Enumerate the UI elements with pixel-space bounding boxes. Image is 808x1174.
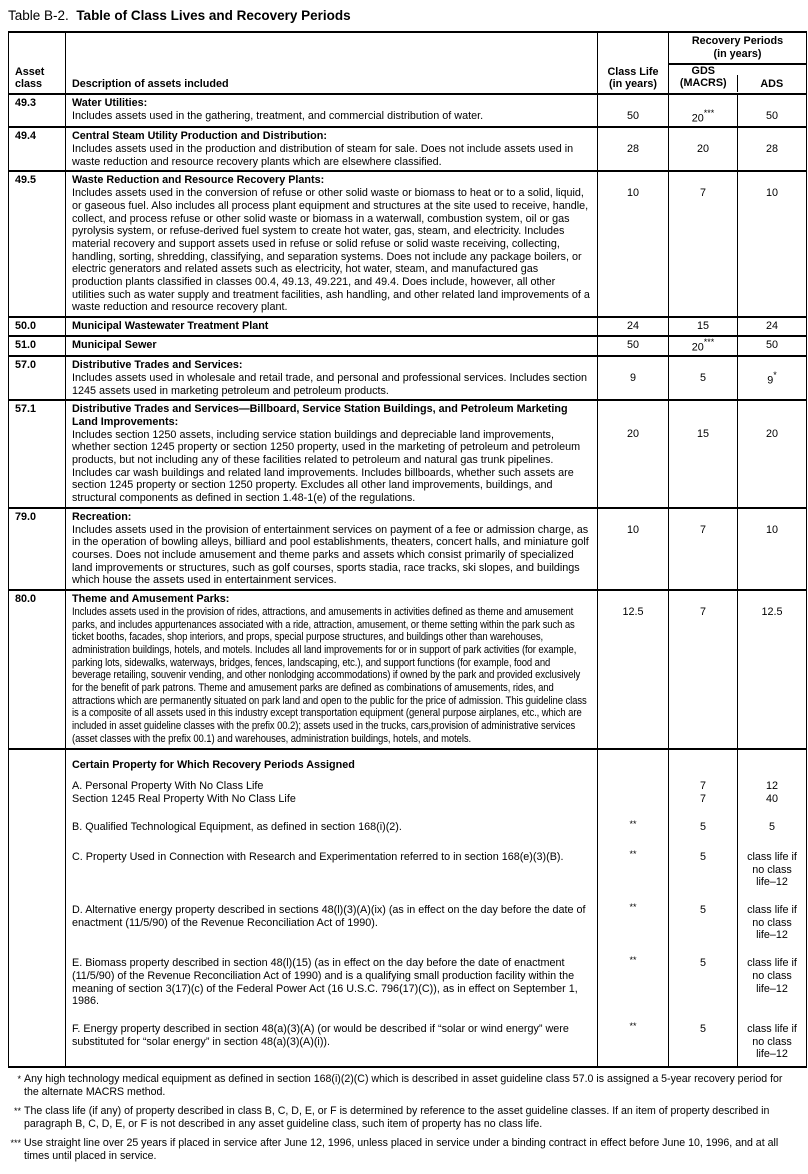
cell-asset-class: 49.3: [9, 94, 66, 127]
cell-ads: [738, 749, 807, 779]
asset-heading: Distributive Trades and Services:: [72, 359, 243, 372]
cell-gds: 5: [669, 356, 738, 400]
page-title: [8, 8, 806, 24]
asset-heading: Water Utilities:: [72, 97, 148, 109]
cell-ads: 12.5: [738, 590, 807, 748]
certain-property-item-F: [9, 1021, 807, 1067]
cell-class-life: 50: [598, 94, 669, 127]
cell-asset-class: [9, 819, 66, 849]
cell-gds: 7: [669, 590, 738, 748]
cell-class-life: [598, 749, 669, 779]
cell-asset-class: 50.0: [9, 317, 66, 336]
cell-gds: 20: [669, 127, 738, 171]
cell-asset-class: [9, 955, 66, 1021]
cell-class-life: 20: [598, 400, 669, 508]
footnote-ref: ***: [703, 336, 715, 347]
cell-class-life: [598, 955, 669, 1021]
cell-description: [66, 508, 598, 590]
footnotes: [8, 1073, 800, 1163]
asset-heading: Central Steam Utility Production and Distribution:: [72, 130, 327, 143]
asset-description: Includes assets used in the provision of entertainment services on payment of a fee or admission charge, as in the operation of bowling alleys, billiard and pool establishments, theaters, concert halls, and miniature golf courses. Does not include amusement and theme parks and assets which consist primarily of specialized land improvements or structures, such as golf courses, sports stadia, race tracks, ski slopes, and buildings which house the assets used in entertainment services.: [72, 523, 589, 587]
cell-asset-class: 79.0: [9, 508, 66, 590]
cell-ads: class life if no class life–12: [738, 955, 807, 1021]
cell-gds: 7: [669, 508, 738, 590]
asset-heading: Recreation:: [72, 510, 132, 523]
asset-heading: Municipal Wastewater Treatment Plant: [72, 320, 269, 333]
cell-class-life: [598, 778, 669, 818]
cell-gds: 5: [669, 902, 738, 955]
asset-heading: Theme and Amusement Parks:: [72, 593, 230, 606]
cell-gds: 5: [669, 955, 738, 1021]
asset-row-57.1: [9, 400, 807, 508]
header-ads: ADS: [760, 78, 784, 91]
footnote-text: Any high technology medical equipment as defined in section 168(i)(2)(C) which is described in asset guideline class 57.0 is assigned a 5-year recovery period for the alternate MACRS method.: [24, 1073, 783, 1098]
footnote-3: [8, 1137, 800, 1162]
footnote-ref: **: [629, 1020, 637, 1031]
table-title-text: Table of Class Lives and Recovery Periods: [76, 8, 351, 23]
certain-property-item-A: [9, 778, 807, 818]
cell-ads: class life if no class life–12: [738, 849, 807, 902]
footnote-ref: **: [629, 902, 637, 913]
cell-description: A. Personal Property With No Class Life Section 1245 Real Property With No Class Life: [66, 778, 598, 818]
cell-gds: 5: [669, 849, 738, 902]
cell-description: [66, 356, 598, 400]
header-recovery-subrow: [669, 65, 806, 92]
cell-ads: 5: [738, 819, 807, 849]
cell-asset-class: 80.0: [9, 590, 66, 748]
cell-asset-class: [9, 902, 66, 955]
asset-heading: Municipal Sewer: [72, 338, 157, 351]
footnote-marker: *: [17, 1074, 21, 1085]
table-header-row: [9, 32, 807, 94]
footnote-ref: ***: [703, 108, 715, 118]
table-header: [9, 32, 807, 94]
cell-gds: 15: [669, 317, 738, 336]
cell-gds: 5: [669, 819, 738, 849]
cell-description: [66, 336, 598, 356]
header-class-life: Class Life (in years): [598, 32, 669, 94]
asset-row-57.0: [9, 356, 807, 400]
asset-description: Includes assets used in wholesale and retail trade, and personal and professional services. Includes section 1245 assets used in marketing petroleum and petroleum products.: [72, 371, 587, 397]
footnote-ref: *: [773, 370, 777, 381]
cell-class-life: [598, 819, 669, 849]
footnote-ref: **: [629, 955, 637, 966]
asset-description: Includes assets used in the production and distribution of steam for sale. Does not include assets used in waste reduction and resource recovery plants which are elsewhere classified.: [72, 143, 574, 168]
class-lives-table: [8, 31, 807, 1068]
asset-row-50.0: [9, 317, 807, 336]
cell-description: [66, 749, 598, 779]
cell-class-life: [598, 1021, 669, 1067]
certain-property-item-B: [9, 819, 807, 849]
cell-description: [66, 317, 598, 336]
cell-gds: 5: [669, 1021, 738, 1067]
footnote-2: [8, 1105, 800, 1130]
cell-class-life: 50: [598, 336, 669, 356]
cell-description: B. Qualified Technological Equipment, as defined in section 168(i)(2).: [66, 819, 598, 849]
certain-property-item-E: [9, 955, 807, 1021]
cell-class-life: 9: [598, 356, 669, 400]
asset-row-51.0: [9, 336, 807, 356]
cell-class-life: 10: [598, 171, 669, 317]
asset-description: Includes assets used in the provision of rides, attractions, and amusements in activities defined as theme and amusement parks, and includes appurtenances associated with a ride, attraction, amusement, or theme setting within the park such as ticket booths, facades, shop interiors, and props, special purpose structures, and buildings other than warehouses, administration buildings, hotels, and motels. Includes all land improvements for or in support of park activities (for example, parking lots, sidewalks, waterways, bridges, fences, landscaping, etc.), and support functions (for example, food and beverage retailing, souvenir vending, and other nonlodging accommodations) if owned by the park and provided exclusively for the benefit of park patrons. Theme and amusement parks are defined as combinations of amusements, rides, and attractions which are permanently situated on park land and open to the public for the price of admission. This guideline class is a composite of all assets used in this industry except transportation equipment (general purpose airplanes, etc., which are included in asset guideline classes with the prefix 00.2); assets used in the trucks, cars,provision of administrative services (asset classes with the prefix 00.1) and warehouses, administration buildings, hotels, and motels.: [72, 605, 587, 745]
asset-row-80.0: [9, 590, 807, 748]
certain-property-heading: Certain Property for Which Recovery Periods Assigned: [72, 758, 355, 771]
footnote-text: The class life (if any) of property described in class B, C, D, E, or F is determined by reference to the asset guideline classes. If an item of property described in paragraph B, C, D, E, or F is not described in any asset guideline class, such item of property has no class life.: [24, 1105, 770, 1130]
cell-gds: 15: [669, 400, 738, 508]
cell-asset-class: [9, 1021, 66, 1067]
cell-description: C. Property Used in Connection with Research and Experimentation referred to in section 168(e)(3)(B).: [66, 849, 598, 902]
cell-description: D. Alternative energy property described in sections 48(l)(3)(A)(ix) (as in effect on the day before the date of enactment (11/5/90) of the Revenue Reconciliation Act of 1990).: [66, 902, 598, 955]
asset-description: Includes assets used in the conversion of refuse or other solid waste or biomass to heat or to a solid, liquid, or gaseous fuel. Also includes all process plant equipment and structures at the site used to receive, handle, collect, and process refuse or other solid waste or biomass in a waterwall, combustion system, oil or gas pyrolysis system, or refuse-derived fuel system to create hot water, gas, steam, and electricity. Includes material recovery and support assets used in refuse or solid refuse or solid waste receiving, collecting, handling, sorting, shredding, classifying, and separation systems. Does not include any package boilers, or electric generators and related assets such as electricity, hot water, steam, and manufactured gas production plants classified in classes 00.4, 49.13, 49.221, and 49.4. Does include, however, all other utilities such as water supply and treatment facilities, ash handling, and other related land improvements of a waste reduction and resource recovery plant.: [72, 187, 590, 314]
cell-ads: 10: [738, 171, 807, 317]
cell-ads: 24: [738, 317, 807, 336]
asset-description: Includes section 1250 assets, including service station buildings and depreciable land improvements, whether section 1245 property or section 1250 property, used in the marketing of petroleum and petroleum products, but not including any of these facilities related to petroleum and natural gas trunk pipelines. Includes car wash buildings and related land improvements. Includes billboards, whether such assets are section 1245 property or section 1250 property. Excludes all other land improvements, buildings, and structural components as defined in section 1.48-1(e) of the regulations.: [72, 428, 581, 505]
cell-description: [66, 127, 598, 171]
asset-description: Includes assets used in the gathering, treatment, and commercial distribution of water.: [72, 109, 484, 122]
header-recovery-periods-title: Recovery Periods (in years): [669, 33, 806, 65]
cell-asset-class: 51.0: [9, 336, 66, 356]
footnote-marker: **: [13, 1106, 21, 1117]
header-recovery-periods: [669, 32, 807, 94]
certain-property-heading-row: [9, 749, 807, 779]
cell-asset-class: [9, 778, 66, 818]
cell-gds: 20***: [669, 336, 738, 356]
asset-heading: Waste Reduction and Resource Recovery Plants:: [72, 174, 325, 187]
cell-ads: 20: [738, 400, 807, 508]
table-body: [9, 94, 807, 1067]
cell-ads: 10: [738, 508, 807, 590]
cell-gds: [669, 749, 738, 779]
cell-description: [66, 171, 598, 317]
footnote-1: [8, 1073, 800, 1098]
asset-row-79.0: [9, 508, 807, 590]
asset-row-49.5: [9, 171, 807, 317]
asset-heading: Distributive Trades and Services—Billboard, Service Station Buildings, and Petroleum Marketing Land Improvements:: [72, 403, 568, 428]
cell-asset-class: [9, 849, 66, 902]
cell-ads: 50: [738, 94, 807, 127]
footnote-marker: ***: [10, 1138, 21, 1149]
cell-description: E. Biomass property described in section 48(l)(15) (as in effect on the day before the date of enactment (11/5/90) of the Revenue Reconciliation Act of 1990) and is a qualifying small production facility within the meaning of section 3(17)(c) of the Federal Power Act (16 U.S.C. 796(17)(C)), as in effect on September 1, 1986.: [66, 955, 598, 1021]
cell-description: [66, 94, 598, 127]
cell-gds: 7: [669, 171, 738, 317]
cell-class-life: [598, 902, 669, 955]
cell-asset-class: 49.4: [9, 127, 66, 171]
cell-ads: class life if no class life–12: [738, 1021, 807, 1067]
cell-ads: 50: [738, 336, 807, 356]
cell-class-life: 10: [598, 508, 669, 590]
cell-class-life: 24: [598, 317, 669, 336]
header-description: Description of assets included: [66, 32, 598, 94]
cell-description: F. Energy property described in section 48(a)(3)(A) (or would be described if “solar or wind energy” were substituted for “solar energy” in section 48(a)(3)(A)(i)).: [66, 1021, 598, 1067]
header-gds-macrs: GDS (MACRS): [679, 64, 727, 90]
cell-ads: class life if no class life–12: [738, 902, 807, 955]
table-number: Table B-2.: [8, 8, 69, 23]
cell-description: [66, 590, 598, 748]
cell-class-life: 28: [598, 127, 669, 171]
cell-class-life: [598, 849, 669, 902]
cell-ads: 28: [738, 127, 807, 171]
cell-asset-class: 57.0: [9, 356, 66, 400]
cell-class-life: 12.5: [598, 590, 669, 748]
gds-ads-divider: [737, 75, 738, 92]
cell-ads: 9*: [738, 356, 807, 400]
certain-property-item-D: [9, 902, 807, 955]
header-asset-class: Asset class: [9, 32, 66, 94]
asset-row-49.4: [9, 127, 807, 171]
cell-description: [66, 400, 598, 508]
footnote-ref: **: [629, 848, 637, 859]
footnote-ref: **: [629, 818, 637, 829]
cell-asset-class: 49.5: [9, 171, 66, 317]
footnote-text: Use straight line over 25 years if placed in service after June 12, 1996, unless placed in service under a binding contract in effect before June 10, 1996, and at all times until placed in service.: [24, 1137, 779, 1163]
cell-gds: 20***: [669, 94, 738, 127]
cell-asset-class: 57.1: [9, 400, 66, 508]
cell-asset-class: [9, 749, 66, 779]
cell-ads: 12 40: [738, 778, 807, 818]
certain-property-item-C: [9, 849, 807, 902]
cell-gds: 7 7: [669, 778, 738, 818]
asset-row-49.3: [9, 94, 807, 127]
